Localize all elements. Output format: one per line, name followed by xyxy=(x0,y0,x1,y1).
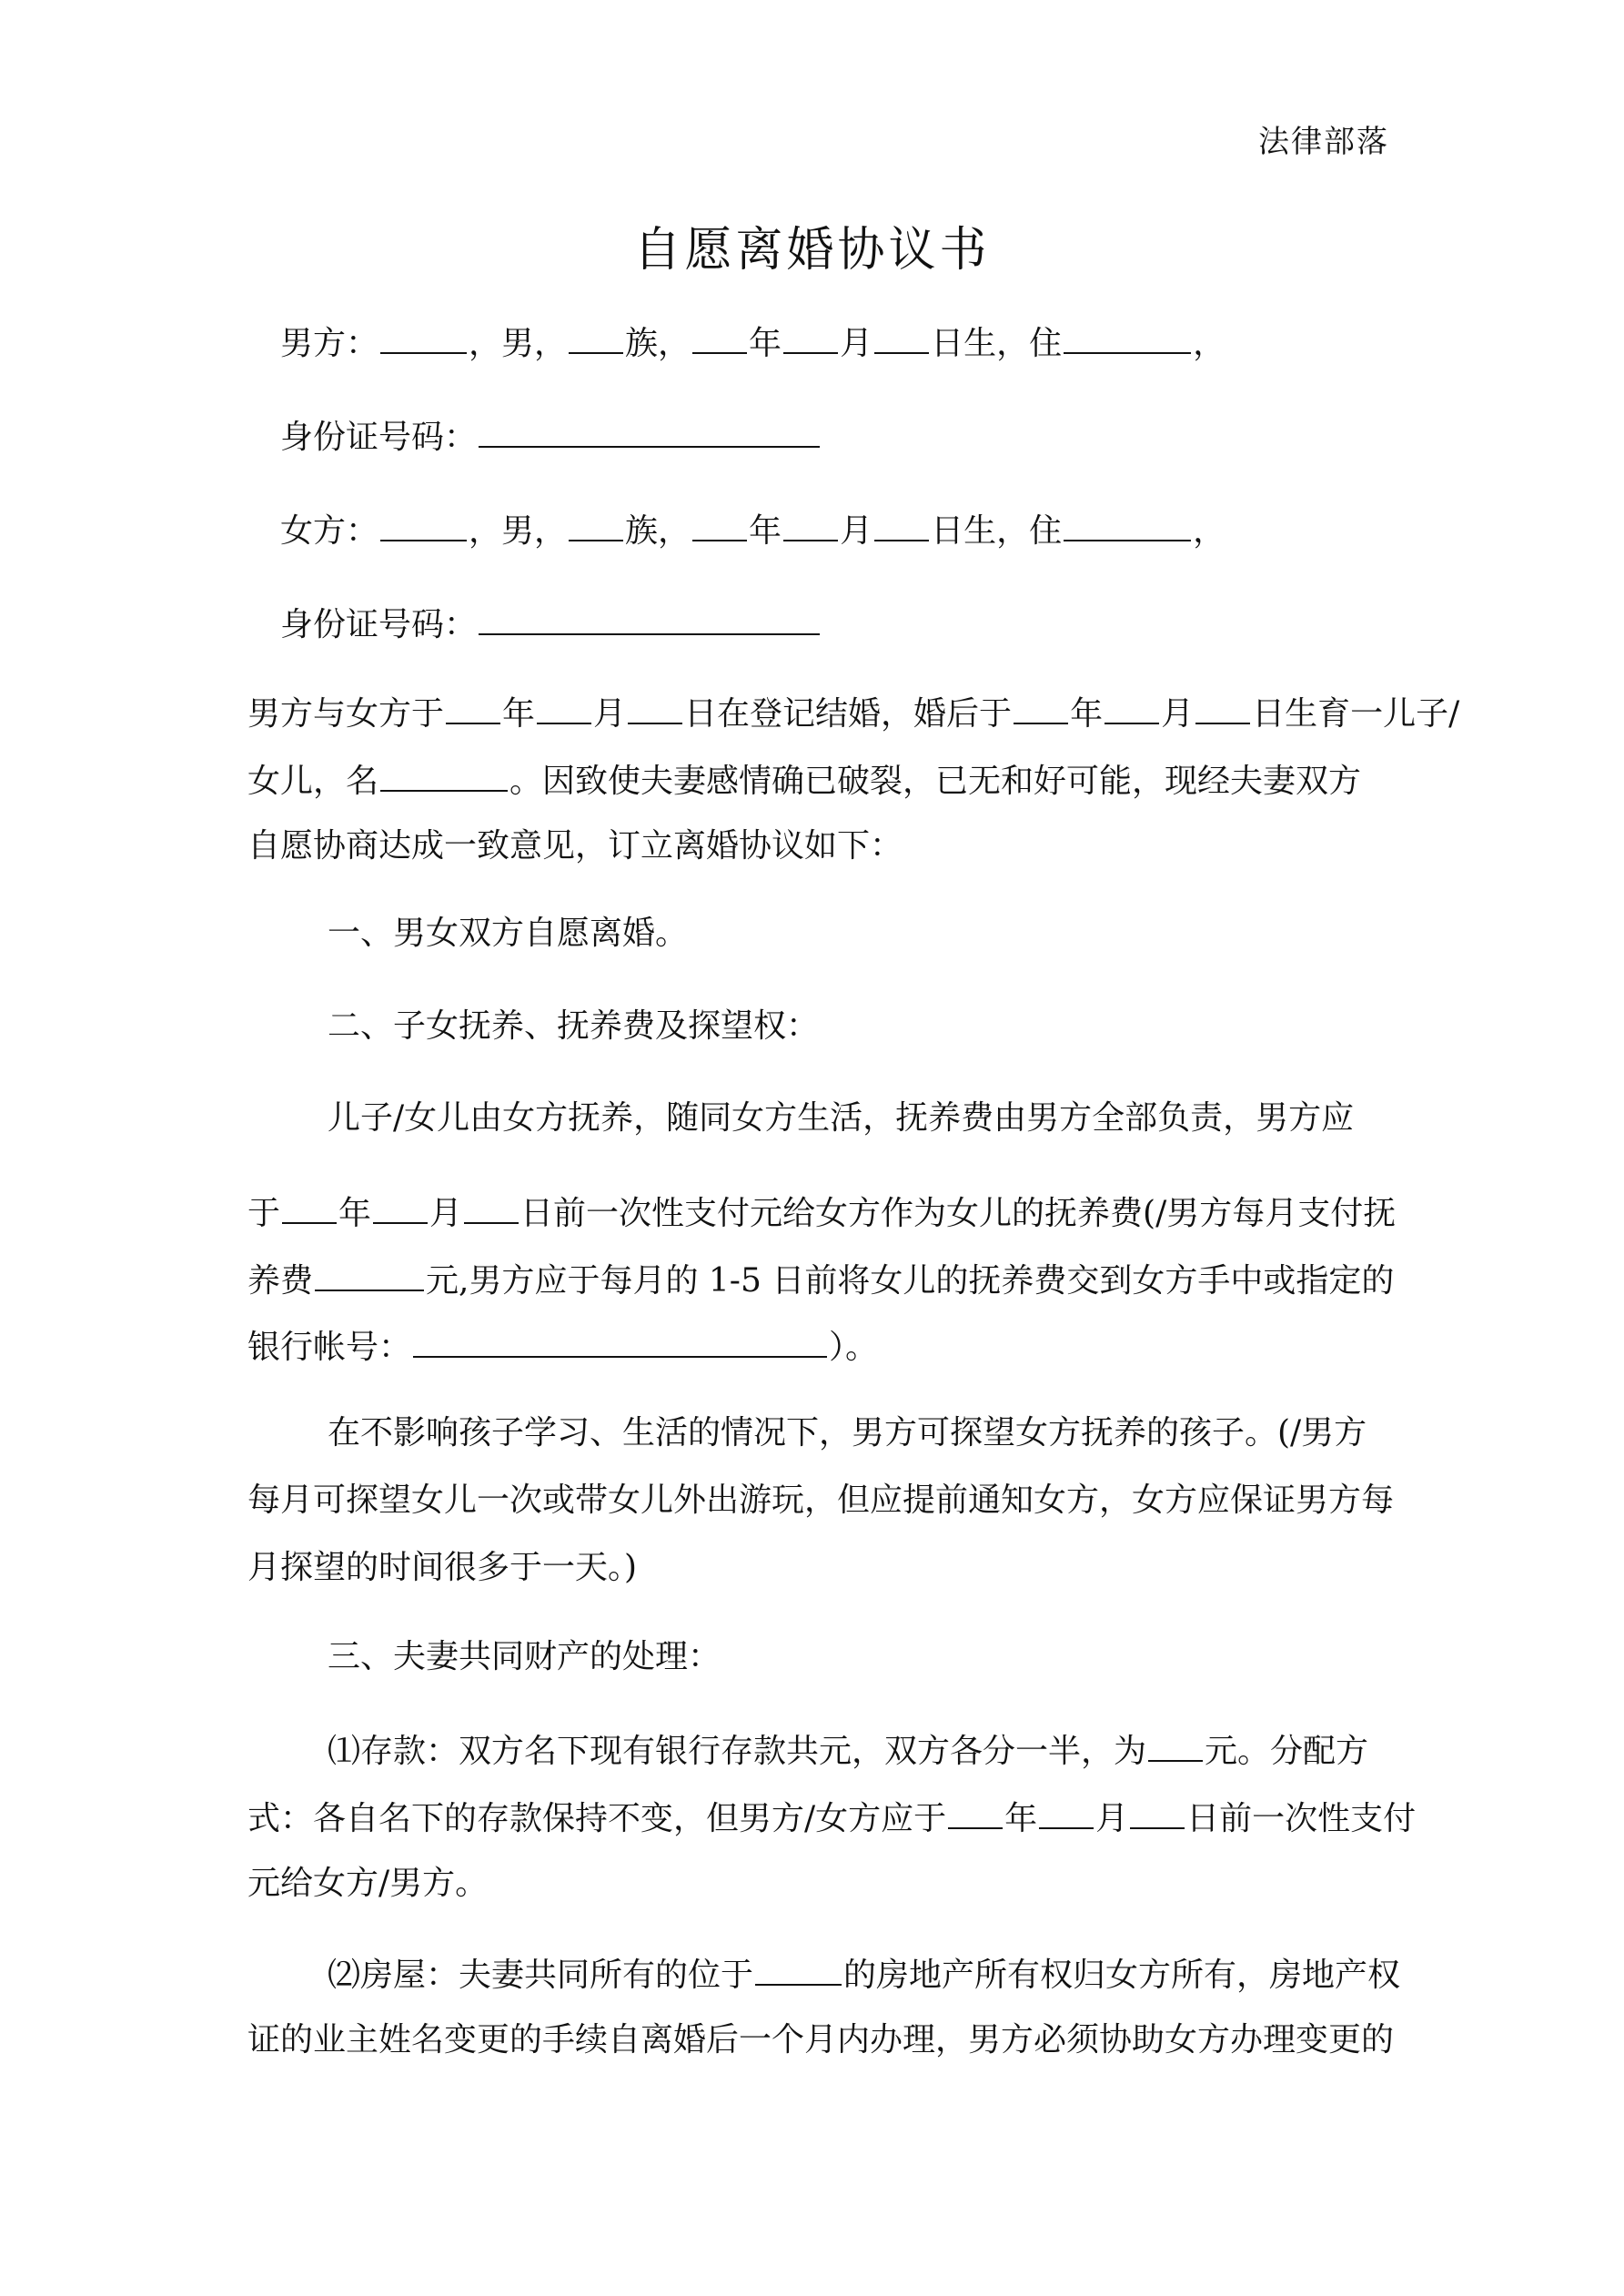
ethnicity-text: 族， xyxy=(625,325,691,362)
visit-line-2: 每月可探望女儿一次或带女儿外出游玩，但应提前通知女方，女方应保证男方每 xyxy=(247,1482,1395,1519)
pay-year-blank xyxy=(282,1195,337,1224)
month-text: 月 xyxy=(840,325,873,362)
deposit-year-blank xyxy=(948,1800,1003,1829)
bank-account-blank xyxy=(413,1329,827,1358)
pay-month-blank xyxy=(373,1195,428,1224)
deposit-text: 日前一次性支付 xyxy=(1186,1800,1417,1837)
deposit-month-blank xyxy=(1039,1800,1094,1829)
marriage-line-1 xyxy=(247,695,1459,731)
ethnicity-blank xyxy=(569,325,623,354)
pay-day-blank xyxy=(464,1195,519,1224)
birth-year-blank xyxy=(1014,695,1068,724)
year-text: 年 xyxy=(502,695,536,733)
year-text: 年 xyxy=(1004,1800,1038,1837)
bank-account-label: 银行帐号： xyxy=(247,1329,412,1366)
birth-month-blank xyxy=(783,325,838,354)
ethnicity-blank xyxy=(569,512,623,541)
deposit-text: 式：各自名下的存款保持不变，但男方/女方应于 xyxy=(247,1800,947,1837)
female-name-blank xyxy=(380,512,467,541)
female-id-blank xyxy=(479,606,820,635)
female-label: 女方： xyxy=(280,512,379,550)
clause-2: 二、子女抚养、抚养费及探望权： xyxy=(328,1007,820,1045)
year-text: 年 xyxy=(749,325,782,362)
born-text: 日生，住 xyxy=(931,512,1063,550)
male-id-blank xyxy=(479,419,820,448)
custody-line-2 xyxy=(247,1195,1396,1230)
birth-month-blank xyxy=(783,512,838,541)
birth-day-blank xyxy=(874,512,929,541)
gender-text: ，男， xyxy=(469,512,568,550)
comma-text: ， xyxy=(1193,512,1226,550)
clause-1: 一、男女双方自愿离婚。 xyxy=(328,915,689,952)
house-text: ⑵房屋：夫妻共同所有的位于 xyxy=(328,1957,754,1994)
address-blank xyxy=(1064,512,1191,541)
house-line-2: 证的业主姓名变更的手续自离婚后一个月内办理，男方必须协助女方办理变更的 xyxy=(247,2021,1395,2058)
marriage-text: 。因致使夫妻感情确已破裂，已无和好可能，现经夫妻双方 xyxy=(509,763,1362,800)
month-text: 月 xyxy=(593,695,627,733)
custody-text: ）。 xyxy=(829,1329,879,1366)
month-text: 月 xyxy=(1095,1800,1129,1837)
birth-day-blank xyxy=(1195,695,1250,724)
birth-day-blank xyxy=(874,325,929,354)
month-text: 月 xyxy=(1161,695,1195,733)
deposit-line-2 xyxy=(247,1800,1416,1836)
deposit-day-blank xyxy=(1130,1800,1185,1829)
custody-text: 养费 xyxy=(247,1262,314,1300)
deposit-text: ⑴存款：双方名下现有银行存款共元，双方各分一半，为 xyxy=(328,1733,1147,1770)
clause-3: 三、夫妻共同财产的处理： xyxy=(328,1638,721,1675)
marriage-text: 女儿，名 xyxy=(247,763,379,800)
month-text: 月 xyxy=(840,512,873,550)
ethnicity-text: 族， xyxy=(625,512,691,550)
custody-text: 于 xyxy=(247,1195,281,1232)
custody-line-4 xyxy=(247,1329,878,1364)
custody-text: 日前一次性支付元给女方作为女儿的抚养费(/男方每月支付抚 xyxy=(520,1195,1397,1232)
male-party-line xyxy=(280,325,1226,360)
month-text: 月 xyxy=(429,1195,463,1232)
birth-year-blank xyxy=(692,512,747,541)
marriage-line-2 xyxy=(247,763,1361,798)
female-id-line xyxy=(280,606,822,642)
monthly-fee-blank xyxy=(315,1262,424,1291)
custody-text: 元,男方应于每月的 1-5 日前将女儿的抚养费交到女方手中或指定的 xyxy=(426,1262,1395,1300)
id-label: 身份证号码： xyxy=(280,606,478,643)
address-blank xyxy=(1064,325,1191,354)
deposit-text: 元。分配方 xyxy=(1205,1733,1369,1770)
deposit-amount-blank xyxy=(1148,1733,1203,1762)
child-name-blank xyxy=(380,763,508,792)
year-text: 年 xyxy=(749,512,782,550)
custody-line-3 xyxy=(247,1262,1394,1298)
comma-text: ， xyxy=(1193,325,1226,362)
marriage-text: 自愿协商达成一致意见，订立离婚协议如下： xyxy=(247,827,903,865)
marriage-day-blank xyxy=(628,695,682,724)
marriage-year-blank xyxy=(446,695,500,724)
female-party-line xyxy=(280,512,1226,548)
gender-text: ，男， xyxy=(469,325,568,362)
marriage-month-blank xyxy=(537,695,591,724)
year-text: 年 xyxy=(338,1195,372,1232)
deposit-line-1 xyxy=(328,1733,1368,1768)
male-id-line xyxy=(280,419,822,454)
year-text: 年 xyxy=(1070,695,1104,733)
birth-year-blank xyxy=(692,325,747,354)
document-title: 自愿离婚协议书 xyxy=(633,223,991,278)
marriage-line-3 xyxy=(247,827,903,865)
male-label: 男方： xyxy=(280,325,379,362)
house-line-1 xyxy=(328,1957,1400,1992)
marriage-text: 日生育一儿子/ xyxy=(1252,695,1460,733)
header-note: 法律部落 xyxy=(1258,124,1389,160)
marriage-text: 日在登记结婚，婚后于 xyxy=(684,695,1013,733)
born-text: 日生，住 xyxy=(931,325,1063,362)
marriage-text: 男方与女方于 xyxy=(247,695,445,733)
visit-line-1: 在不影响孩子学习、生活的情况下，男方可探望女方抚养的孩子。(/男方 xyxy=(328,1414,1367,1451)
house-text: 的房地产所有权归女方所有，房地产权 xyxy=(843,1957,1401,1994)
deposit-line-3: 元给女方/男方。 xyxy=(247,1865,489,1902)
custody-line-1: 儿子/女儿由女方抚养，随同女方生活，抚养费由男方全部负责，男方应 xyxy=(328,1099,1355,1137)
id-label: 身份证号码： xyxy=(280,419,478,456)
visit-line-3: 月探望的时间很多于一天。) xyxy=(247,1549,638,1586)
house-location-blank xyxy=(755,1957,842,1986)
birth-month-blank xyxy=(1105,695,1159,724)
male-name-blank xyxy=(380,325,467,354)
